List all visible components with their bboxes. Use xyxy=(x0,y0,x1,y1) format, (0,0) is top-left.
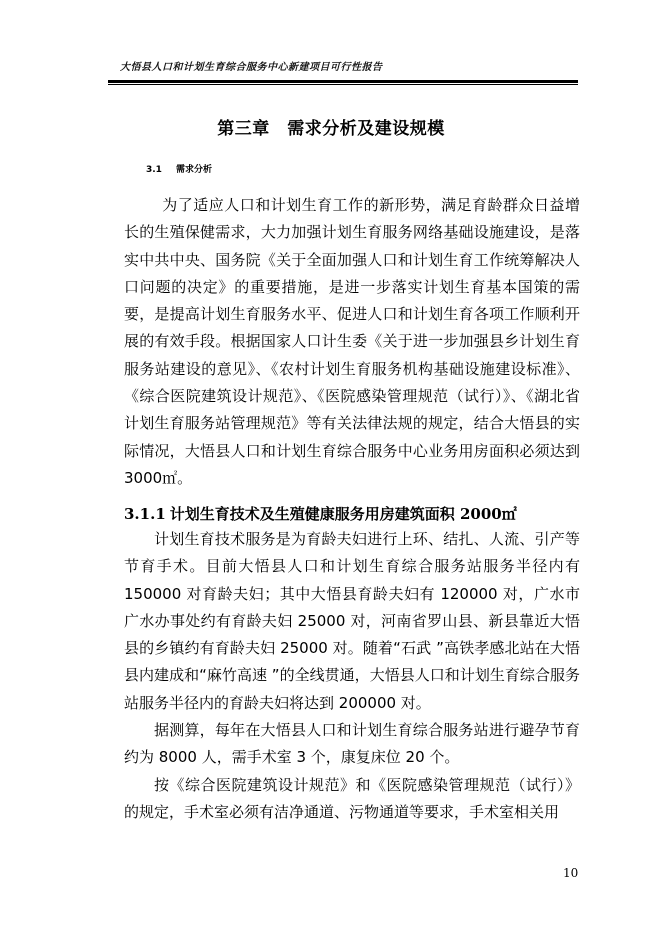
paragraph: 按《综合医院建筑设计规范》和《医院感染管理规范（试行）》的规定，手术室必须有洁净通道、污物通道等要求，手术室相关用 xyxy=(124,775,580,821)
section-number: 3.1 xyxy=(146,165,162,175)
section-title: 需求分析 xyxy=(175,165,212,175)
subsection-number: 3.1.1 xyxy=(124,505,166,523)
chapter-title: 第三章 需求分析及建设规模 xyxy=(217,119,445,139)
subsection-body xyxy=(124,526,580,826)
section-heading xyxy=(146,162,212,175)
paragraph: 据测算，每年在大悟县人口和计划生育综合服务站进行避孕节育约为 8000 人，需手术室 3 个，康复床位 20 个。 xyxy=(124,721,580,767)
subsection-heading xyxy=(124,501,580,528)
running-header: 大悟县人口和计划生育综合服务中心新建项目可行性报告 xyxy=(120,62,383,73)
intro-body xyxy=(124,192,580,492)
paragraph: 为了适应人口和计划生育工作的新形势，满足育龄群众日益增长的生殖保健需求，大力加强计划生育服务网络基础设施建设，是落实中共中央、国务院《关于全面加强人口和计划生育工作统筹解决人口问题的决定》的重要措施，是进一步落实计划生育基本国策的需要，是提高计划生育服务水平、促进人口和计划生育各项工作顺利开展的有效手段。根据国家人口计生委《关于进一步加强县乡计划生育服务站建设的意见》、《农村计划生育服务机构基础设施建设标准》、《综合医院建筑设计规范》、《医院感染管理规范（试行）》、《湖北省计划生育服务站管理规范》等有关法律法规的规定，结合大悟县的实际情况，大悟县人口和计划生育综合服务中心业务用房面积必须达到 3000㎡。 xyxy=(124,196,580,487)
subsection-title: 计划生育技术及生殖健康服务用房建筑面积 2000㎡ xyxy=(169,505,517,523)
paragraph: 计划生育技术服务是为育龄夫妇进行上环、结扎、人流、引产等节育手术。目前大悟县人口和计划生育综合服务站服务半径内有150000 对育龄夫妇；其中大悟县育龄夫妇有 120000 对，广水市广水办事处约有育龄夫妇 25000 对，河南省罗山县、新县靠近大悟县的乡镇约有育龄夫妇 25000 对。随着“石武 ”高铁孝感北站在大悟县内建成和“麻竹高速 ”的全线贯通，大悟县人口和计划生育综合服务站服务半径内的育龄夫妇将达到 200000 对。 xyxy=(124,530,580,712)
header-divider xyxy=(108,80,578,85)
page-number: 10 xyxy=(563,866,579,880)
